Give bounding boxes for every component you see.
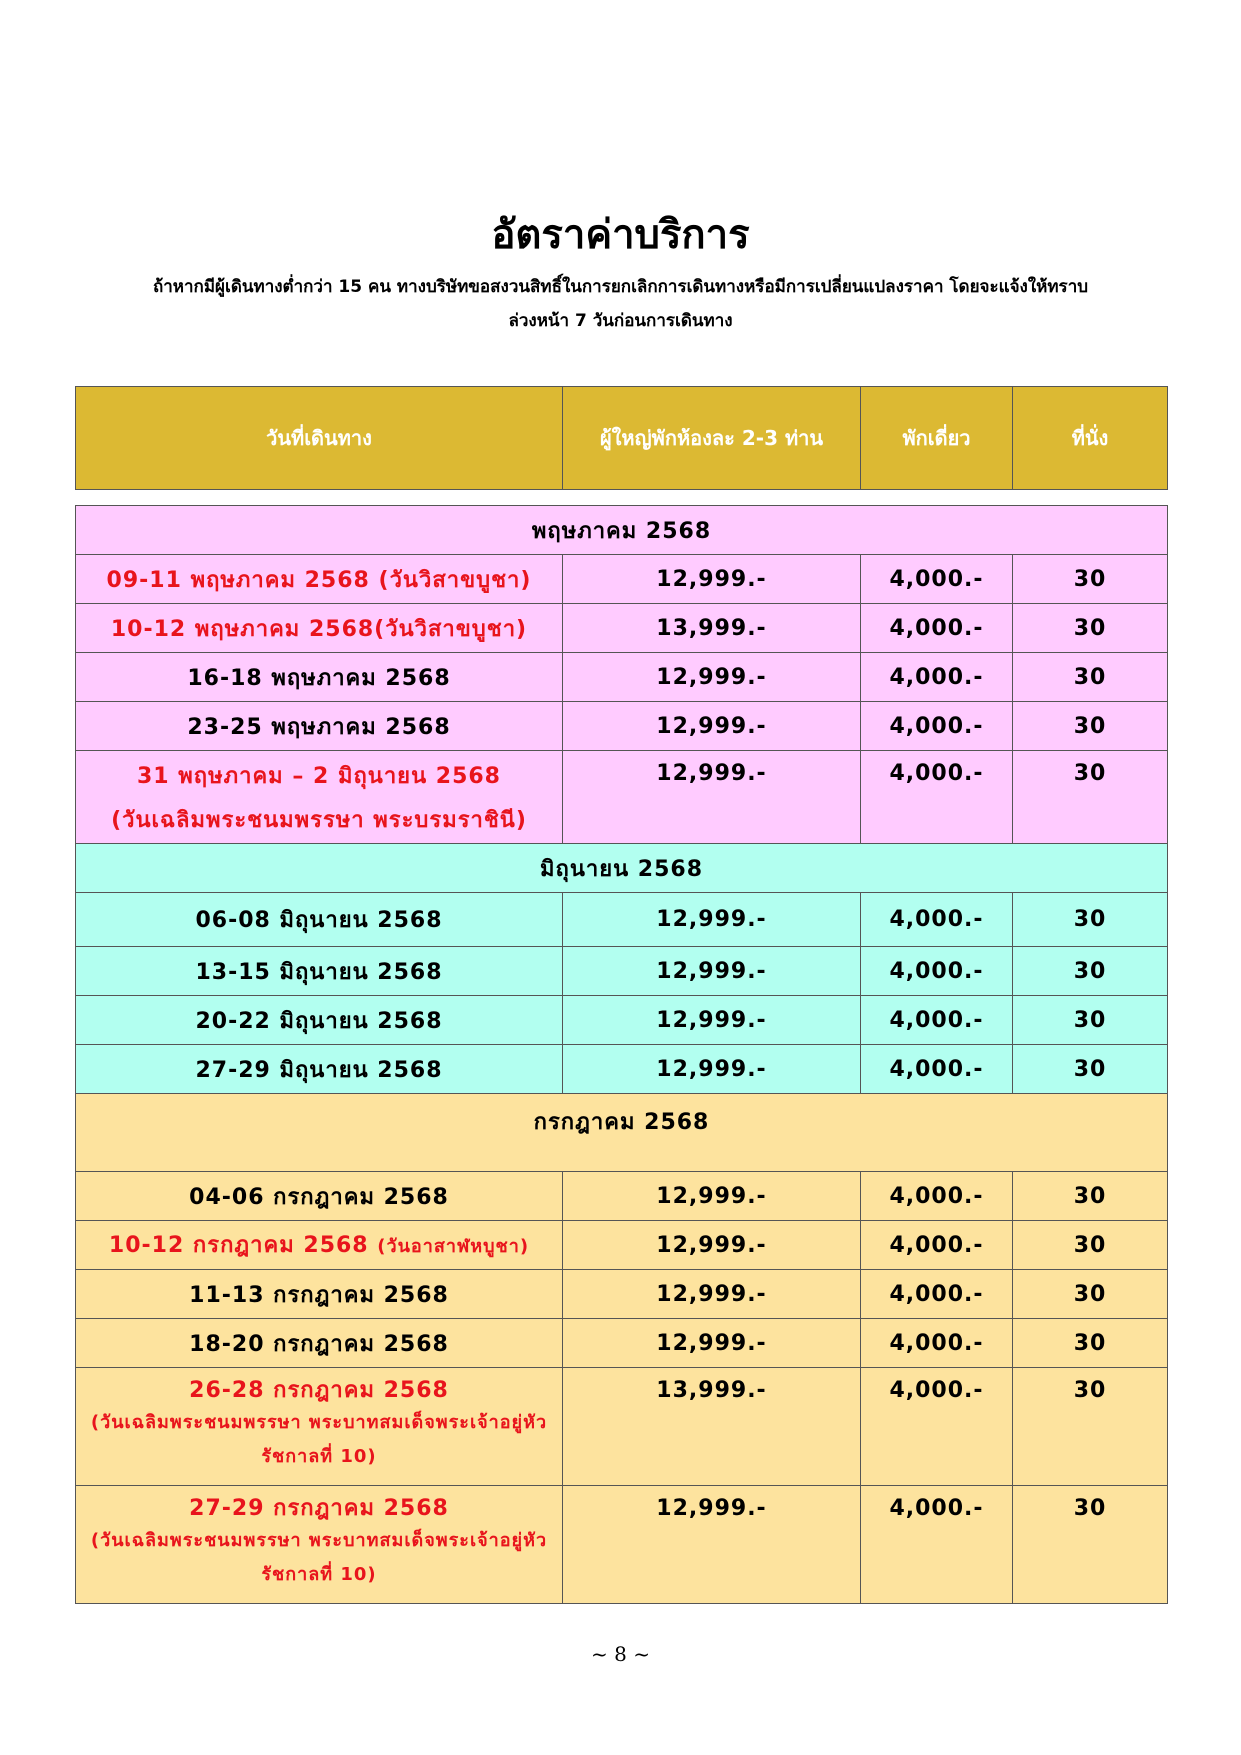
single-price: 4,000.- bbox=[861, 653, 1013, 702]
seats: 30 bbox=[1013, 1221, 1168, 1270]
holiday-note: รัชกาลที่ 10) bbox=[261, 1564, 377, 1585]
seats: 30 bbox=[1013, 1486, 1168, 1604]
month-row-may bbox=[76, 506, 1168, 555]
table-row bbox=[76, 1221, 1168, 1270]
page-subtitle bbox=[60, 270, 1181, 338]
adult-price: 12,999.- bbox=[563, 1270, 861, 1319]
header-adult: ผู้ใหญ่พักห้องละ 2-3 ท่าน bbox=[563, 387, 861, 490]
price-table-header bbox=[75, 386, 1168, 490]
seats: 30 bbox=[1013, 893, 1168, 947]
single-price: 4,000.- bbox=[861, 996, 1013, 1045]
single-price: 4,000.- bbox=[861, 1368, 1013, 1486]
seats: 30 bbox=[1013, 947, 1168, 996]
header-single: พักเดี่ยว bbox=[861, 387, 1013, 490]
adult-price: 12,999.- bbox=[563, 893, 861, 947]
table-row bbox=[76, 1270, 1168, 1319]
travel-date: 27-29 กรกฎาคม 2568 bbox=[189, 1496, 449, 1521]
adult-price: 12,999.- bbox=[563, 1221, 861, 1270]
seats: 30 bbox=[1013, 996, 1168, 1045]
single-price: 4,000.- bbox=[861, 555, 1013, 604]
table-row bbox=[76, 604, 1168, 653]
header-row bbox=[76, 387, 1168, 490]
table-row bbox=[76, 947, 1168, 996]
adult-price: 12,999.- bbox=[563, 702, 861, 751]
subtitle-line-1: ถ้าหากมีผู้เดินทางต่ำกว่า 15 คน ทางบริษัทขอสงวนสิทธิ์ในการยกเลิกการเดินทางหรือมีการเปลี่ยนแปลงราคา โดยจะแจ้งให้ทราบ bbox=[152, 277, 1089, 297]
single-price: 4,000.- bbox=[861, 1221, 1013, 1270]
page-number: ~ 8 ~ bbox=[591, 1642, 650, 1666]
adult-price: 12,999.- bbox=[563, 653, 861, 702]
travel-date-cell bbox=[76, 1486, 563, 1604]
travel-date: 13-15 มิถุนายน 2568 bbox=[76, 947, 563, 996]
adult-price: 12,999.- bbox=[563, 1319, 861, 1368]
adult-price: 12,999.- bbox=[563, 1486, 861, 1604]
seats: 30 bbox=[1013, 1172, 1168, 1221]
holiday-note: (วันอาสาฬหบูชา) bbox=[377, 1235, 530, 1257]
single-price: 4,000.- bbox=[861, 751, 1013, 844]
seats: 30 bbox=[1013, 1045, 1168, 1094]
seats: 30 bbox=[1013, 1368, 1168, 1486]
single-price: 4,000.- bbox=[861, 702, 1013, 751]
single-price: 4,000.- bbox=[861, 1172, 1013, 1221]
month-label: พฤษภาคม 2568 bbox=[76, 506, 1168, 555]
table-row bbox=[76, 751, 1168, 844]
travel-date: 09-11 พฤษภาคม 2568 (วันวิสาขบูชา) bbox=[76, 555, 563, 604]
travel-date-cell bbox=[76, 751, 563, 844]
travel-date: 18-20 กรกฎาคม 2568 bbox=[76, 1319, 563, 1368]
adult-price: 13,999.- bbox=[563, 604, 861, 653]
adult-price: 12,999.- bbox=[563, 996, 861, 1045]
adult-price: 13,999.- bbox=[563, 1368, 861, 1486]
holiday-note: (วันเฉลิมพระชนมพรรษา พระบรมราชินี) bbox=[111, 808, 527, 833]
travel-date-cell bbox=[76, 1368, 563, 1486]
month-label: กรกฎาคม 2568 bbox=[76, 1094, 1168, 1172]
seats: 30 bbox=[1013, 702, 1168, 751]
travel-date: 31 พฤษภาคม – 2 มิถุนายน 2568 bbox=[137, 764, 501, 789]
travel-date-cell bbox=[76, 1221, 563, 1270]
seats: 30 bbox=[1013, 604, 1168, 653]
travel-date: 20-22 มิถุนายน 2568 bbox=[76, 996, 563, 1045]
single-price: 4,000.- bbox=[861, 1319, 1013, 1368]
single-price: 4,000.- bbox=[861, 893, 1013, 947]
table-row bbox=[76, 702, 1168, 751]
holiday-note: (วันเฉลิมพระชนมพรรษา พระบาทสมเด็จพระเจ้าอยู่หัว bbox=[90, 1530, 548, 1551]
table-row bbox=[76, 653, 1168, 702]
adult-price: 12,999.- bbox=[563, 947, 861, 996]
header-date: วันที่เดินทาง bbox=[76, 387, 563, 490]
table-row bbox=[76, 555, 1168, 604]
table-row bbox=[76, 1368, 1168, 1486]
travel-date: 06-08 มิถุนายน 2568 bbox=[76, 893, 563, 947]
seats: 30 bbox=[1013, 1270, 1168, 1319]
single-price: 4,000.- bbox=[861, 1045, 1013, 1094]
travel-date: 23-25 พฤษภาคม 2568 bbox=[76, 702, 563, 751]
travel-date: 11-13 กรกฎาคม 2568 bbox=[76, 1270, 563, 1319]
seats: 30 bbox=[1013, 751, 1168, 844]
table-row bbox=[76, 996, 1168, 1045]
seats: 30 bbox=[1013, 1319, 1168, 1368]
table-row bbox=[76, 1319, 1168, 1368]
page-title: อัตราค่าบริการ bbox=[491, 212, 750, 258]
holiday-note: รัชกาลที่ 10) bbox=[261, 1446, 377, 1467]
single-price: 4,000.- bbox=[861, 604, 1013, 653]
seats: 30 bbox=[1013, 555, 1168, 604]
table-row bbox=[76, 1486, 1168, 1604]
table-row bbox=[76, 1045, 1168, 1094]
month-row-july bbox=[76, 1094, 1168, 1172]
adult-price: 12,999.- bbox=[563, 1045, 861, 1094]
header-seats: ที่นั่ง bbox=[1013, 387, 1168, 490]
travel-date: 10-12 กรกฎาคม 2568 bbox=[108, 1232, 369, 1258]
travel-date: 26-28 กรกฎาคม 2568 bbox=[189, 1378, 449, 1403]
holiday-note: (วันเฉลิมพระชนมพรรษา พระบาทสมเด็จพระเจ้าอยู่หัว bbox=[90, 1412, 548, 1433]
table-row bbox=[76, 1172, 1168, 1221]
adult-price: 12,999.- bbox=[563, 751, 861, 844]
travel-date: 04-06 กรกฎาคม 2568 bbox=[76, 1172, 563, 1221]
single-price: 4,000.- bbox=[861, 947, 1013, 996]
table-row bbox=[76, 893, 1168, 947]
price-table bbox=[75, 505, 1168, 1604]
seats: 30 bbox=[1013, 653, 1168, 702]
month-label: มิถุนายน 2568 bbox=[76, 844, 1168, 893]
month-row-june bbox=[76, 844, 1168, 893]
single-price: 4,000.- bbox=[861, 1486, 1013, 1604]
single-price: 4,000.- bbox=[861, 1270, 1013, 1319]
travel-date: 10-12 พฤษภาคม 2568(วันวิสาขบูชา) bbox=[76, 604, 563, 653]
travel-date: 27-29 มิถุนายน 2568 bbox=[76, 1045, 563, 1094]
adult-price: 12,999.- bbox=[563, 555, 861, 604]
travel-date: 16-18 พฤษภาคม 2568 bbox=[76, 653, 563, 702]
subtitle-line-2: ล่วงหน้า 7 วันก่อนการเดินทาง bbox=[508, 311, 733, 331]
adult-price: 12,999.- bbox=[563, 1172, 861, 1221]
